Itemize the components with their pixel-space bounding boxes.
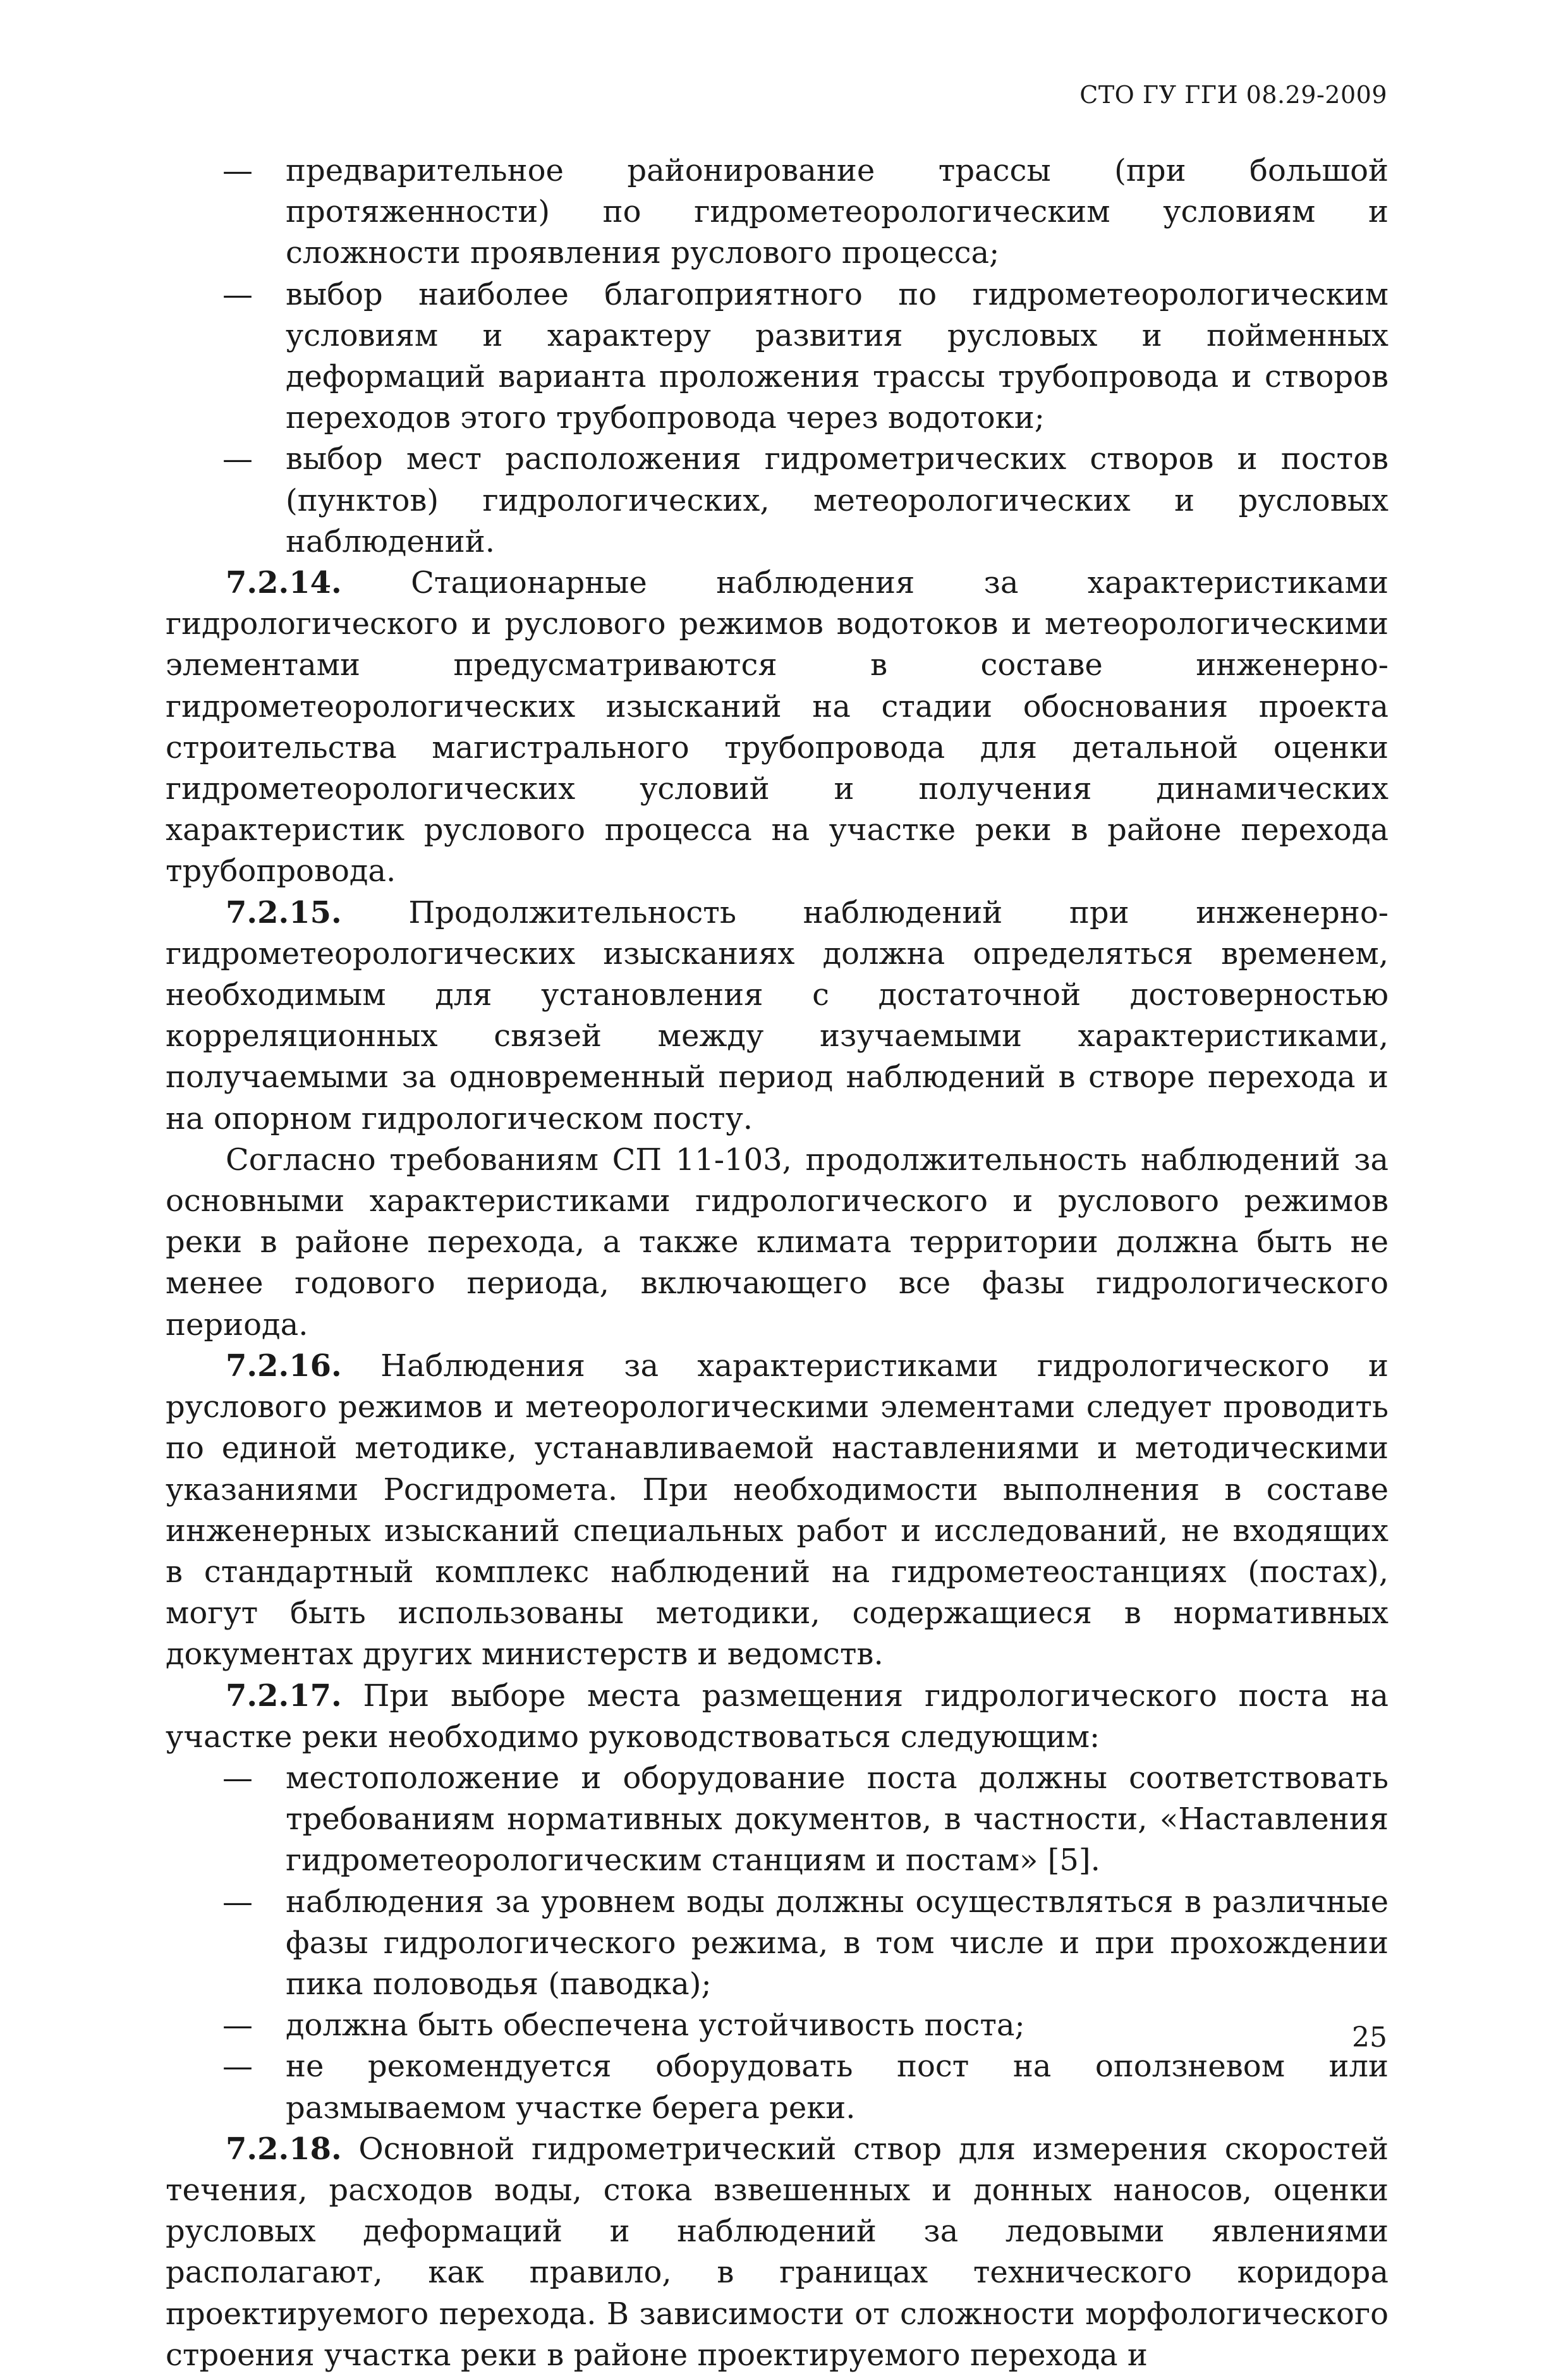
paragraph-text: Наблюдения за характеристиками гидрологического и руслового режимов и метеорологическими элементами следует проводить по единой методике, устанавливаемой наставлениями и методическими указаниями Росгидромета. При необходимости выполнения в составе инженерных изысканий специальных работ и исследований, не входящих в стандартный комплекс наблюдений на гидрометеостанциях (постах), могут быть использованы методики, содержащиеся в нормативных документах других министерств и ведомств. [166,1348,1389,1672]
list-dash: — [222,441,253,477]
paragraph-7-2-15 [166,893,1389,1140]
list-item-text: должна быть обеспечена устойчивость поста; [286,2007,1025,2044]
list-item-text: местоположение и оборудование поста должны соответствовать требованиям нормативных документов, в частности, «Наставления гидрометеорологическим станциям и постам» [5]. [286,1760,1389,1879]
document-body [166,150,1389,2376]
list-item [166,2046,1389,2128]
clause-number: 7.2.15. [226,894,342,930]
list-item-text: предварительное районирование трассы (при большой протяженности) по гидрометеорологическим условиям и сложности проявления руслового процесса; [286,153,1389,271]
paragraph-7-2-17 [166,1676,1389,1758]
paragraph-text: Продолжительность наблюдений при инженерно-гидрометеорологических изысканиях должна определяться временем, необходимым для установления с достаточной достоверностью корреляционных связей между изучаемыми характеристиками, получаемыми за одновременный период наблюдений в створе перехода и на опорном гидрологическом посту. [166,894,1389,1136]
list-item [166,274,1389,439]
paragraph-7-2-16 [166,1346,1389,1676]
paragraph-text: При выборе места размещения гидрологического поста на участке реки необходимо руководствоваться следующим: [166,1678,1389,1755]
clause-number: 7.2.16. [226,1348,342,1384]
clause-number: 7.2.14. [226,565,342,601]
list-item [166,2005,1389,2046]
list-item-text: наблюдения за уровнем воды должны осуществляться в различные фазы гидрологического режима, в том числе и при прохождении пика половодья (паводка); [286,1884,1389,2002]
clause-number: 7.2.18. [226,2131,342,2167]
list-item [166,1882,1389,2006]
list-item-text: выбор мест расположения гидрометрических створов и постов (пунктов) гидрологических, метеорологических и русловых наблюдений. [286,441,1389,559]
list-dash: — [222,1884,253,1920]
list-item [166,150,1389,274]
paragraph-text: Основной гидрометрический створ для измерения скоростей течения, расходов воды, стока взвешенных и донных наносов, оценки русловых деформаций и наблюдений за ледовыми явлениями располагают, как правило, в границах технического коридора проектируемого перехода. В зависимости от сложности морфологического строения участка реки в районе проектируемого перехода и [166,2131,1389,2373]
clause-number: 7.2.17. [226,1678,342,1714]
list-dash: — [222,1760,253,1796]
list-dash: — [222,2049,253,2085]
list-item [166,1758,1389,1882]
list-item [166,439,1389,563]
paragraph-sp-11-103: Согласно требованиям СП 11-103, продолжительность наблюдений за основными характеристиками гидрологического и руслового режимов реки в районе перехода, а также климата территории должна быть не менее годового периода, включающего все фазы гидрологического периода. [166,1142,1389,1343]
list-dash: — [222,276,253,312]
list-dash: — [222,2007,253,2044]
list-item-text: выбор наиболее благоприятного по гидрометеорологическим условиям и характеру развития русловых и пойменных деформаций варианта проложения трассы трубопровода и створов переходов этого трубопровода через водотоки; [286,276,1389,436]
paragraph-7-2-14 [166,563,1389,893]
paragraph-7-2-18 [166,2129,1389,2376]
document-code: СТО ГУ ГГИ 08.29-2009 [1079,81,1387,109]
list-dash: — [222,153,253,188]
list-item-text: не рекомендуется оборудовать пост на оползневом или размываемом участке берега реки. [286,2049,1389,2126]
paragraph-text: Стационарные наблюдения за характеристиками гидрологического и руслового режимов водотоков и метеорологическими элементами предусматриваются в составе инженерно-гидрометеорологических изысканий на стадии обоснования проекта строительства магистрального трубопровода для детальной оценки гидрометеорологических условий и получения динамических характеристик руслового процесса на участке реки в районе перехода трубопровода. [166,565,1389,889]
page-number: 25 [1352,2021,1387,2054]
